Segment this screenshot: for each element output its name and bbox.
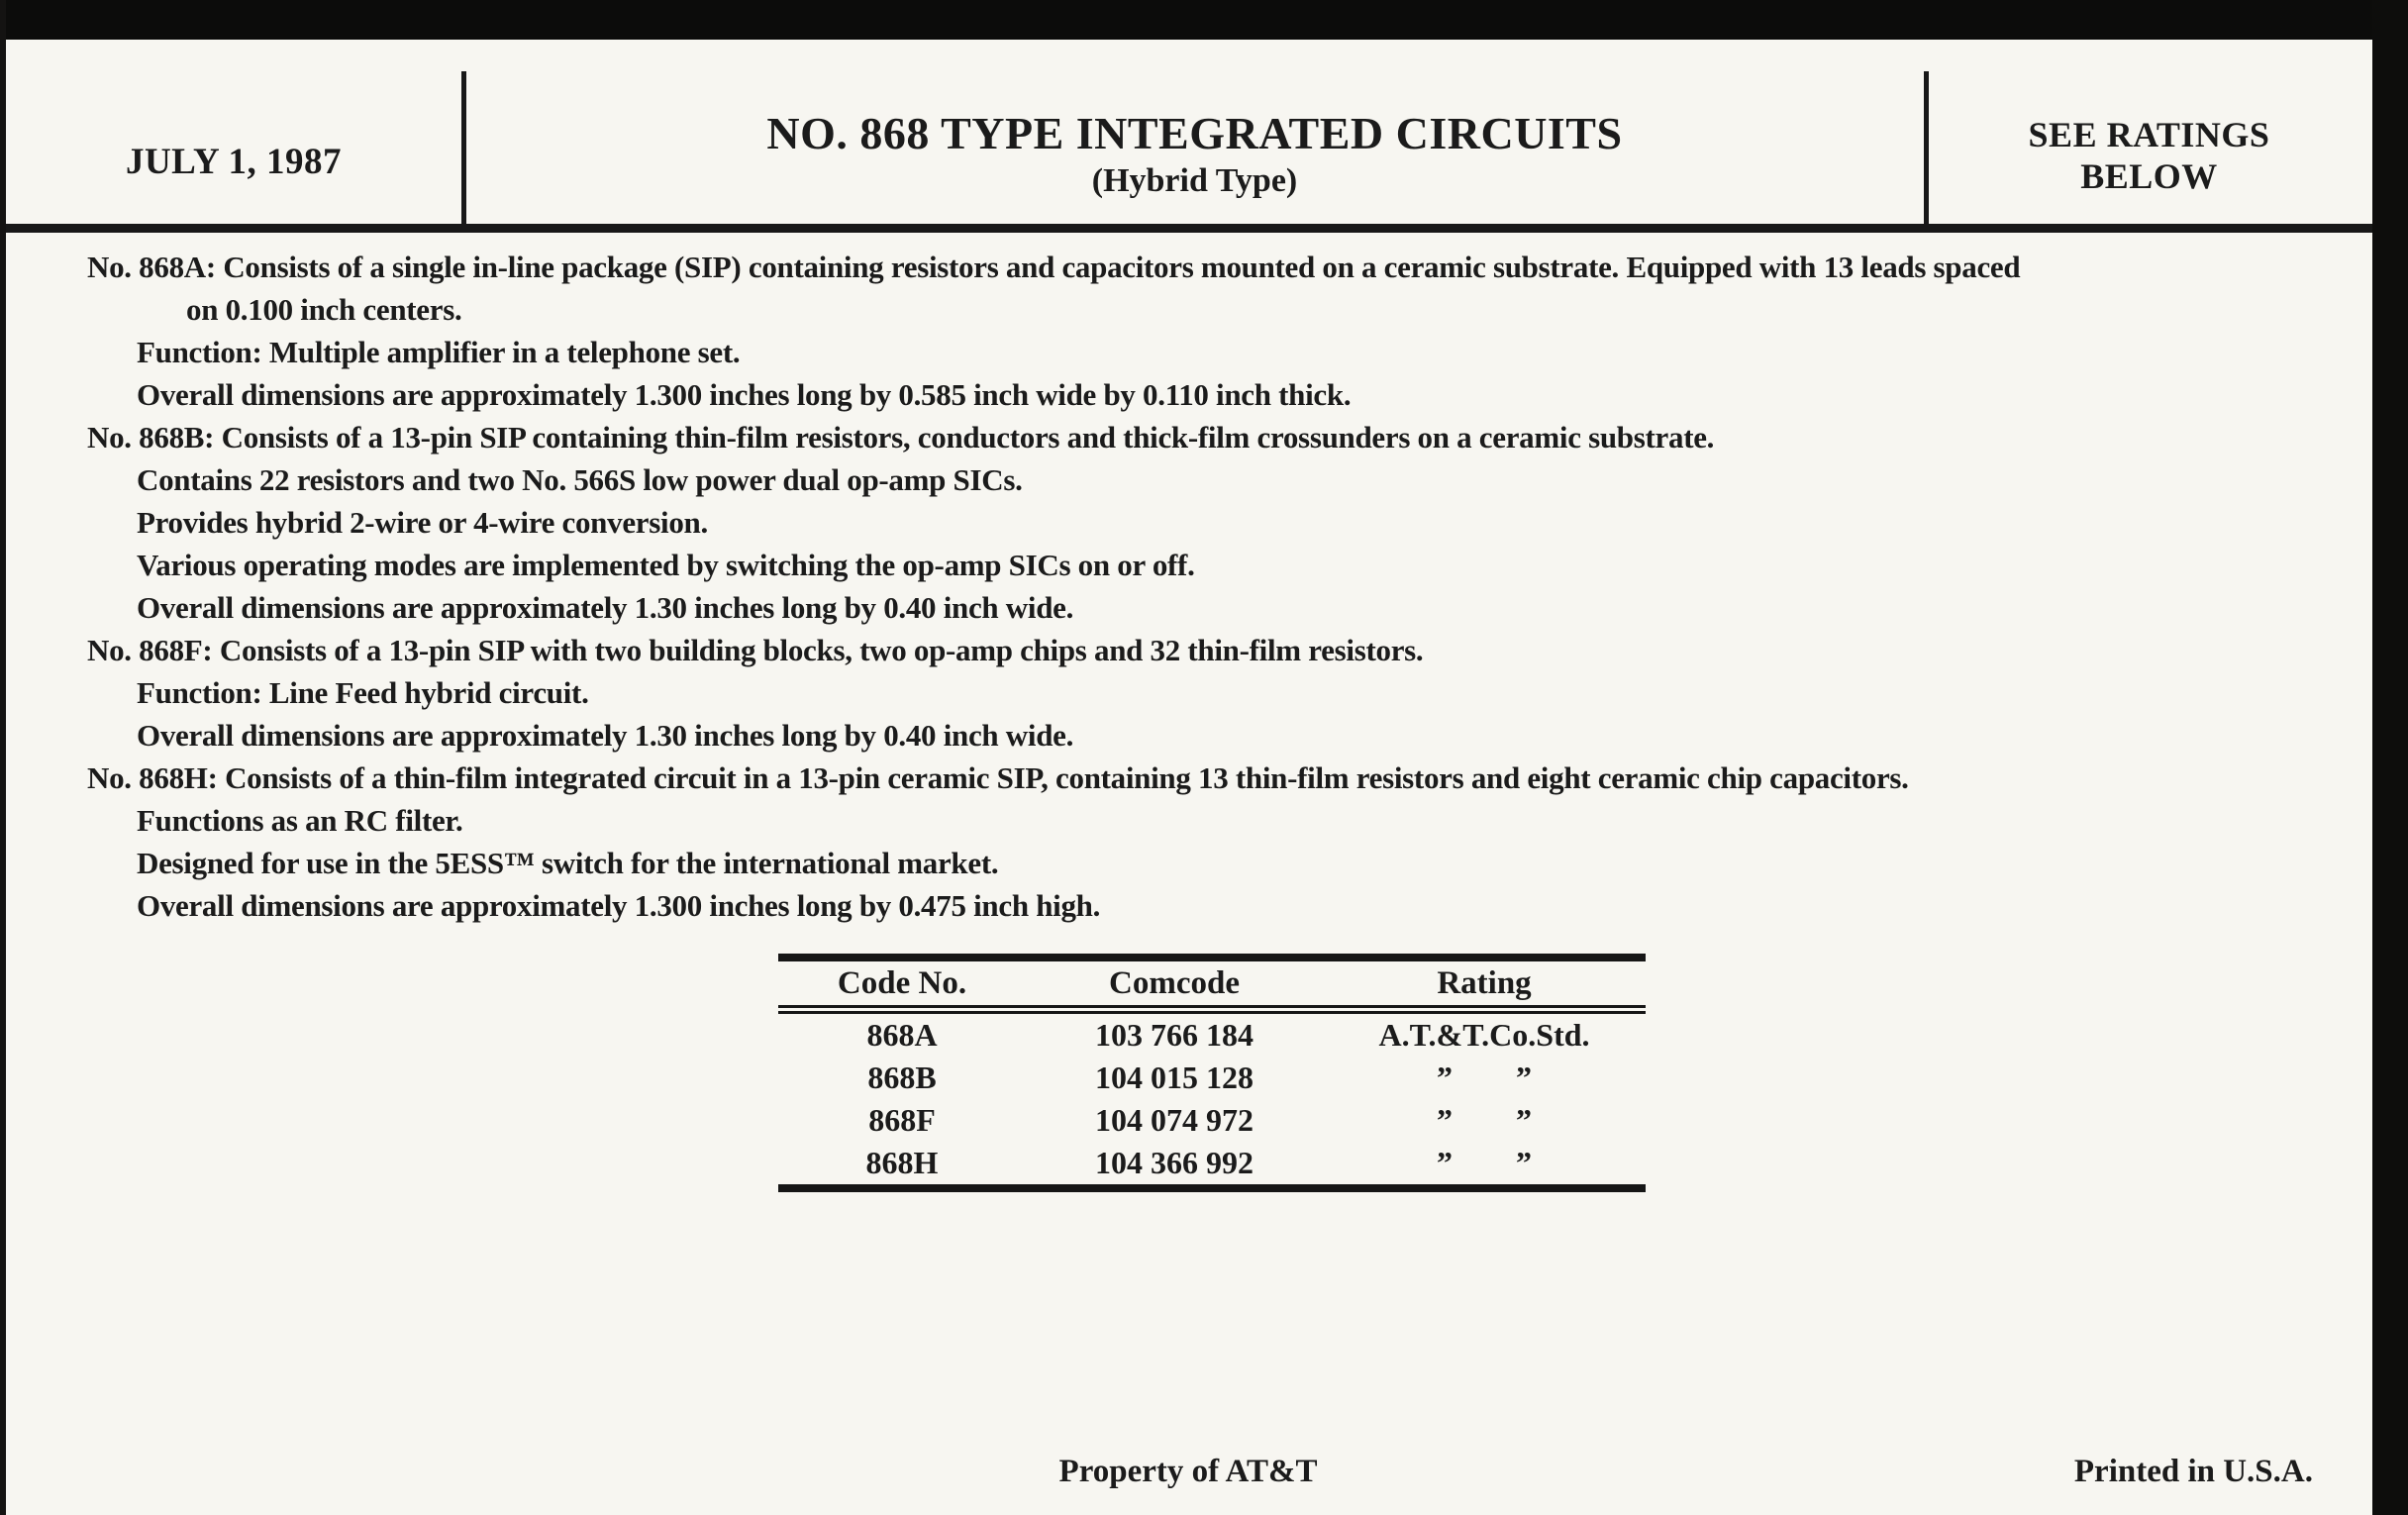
scan-artifact-right-band [2372,0,2408,1515]
spec-line: Overall dimensions are approximately 1.300 inches long by 0.585 inch wide by 0.110 inch thick. [137,377,1352,412]
spec-line: No. 868B: Consists of a 13-pin SIP containing thin-film resistors, conductors and thick-film crossunders on a ceramic substrate. [87,420,1715,454]
cell-code: 868F [868,1102,936,1138]
cell-rating-ditto: ” ” [1437,1102,1532,1138]
property-notice: Property of AT&T [1058,1454,1318,1489]
spec-line: No. 868A: Consists of a single in-line package (SIP) containing resistors and capacitors mounted on a ceramic substrate. Equipped with 13 leads spaced [87,250,2021,284]
spec-line: No. 868H: Consists of a thin-film integrated circuit in a 13-pin ceramic SIP, containing 13 thin-film resistors and eight ceramic chip capacitors. [87,760,1909,795]
spec-line: Function: Line Feed hybrid circuit. [137,675,589,710]
table-header-rating: Rating [1437,964,1532,1001]
scan-artifact-left-band [0,0,6,1515]
table-header-code: Code No. [837,964,967,1001]
cell-comcode: 104 366 992 [1095,1145,1254,1180]
table-header-comcode: Comcode [1109,964,1240,1001]
header-rule [6,224,2372,233]
ratings-note [1926,114,2372,197]
spec-line: Various operating modes are implemented by switching the op-amp SICs on or off. [137,548,1195,582]
cell-code: 868B [867,1060,937,1095]
table-row [778,1142,1646,1184]
header-divider-right [1924,71,1929,230]
cell-code: 868H [865,1145,939,1180]
cell-comcode: 104 015 128 [1095,1060,1254,1095]
spec-line: Overall dimensions are approximately 1.300 inches long by 0.475 inch high. [137,888,1101,923]
cell-code: 868A [866,1017,938,1053]
spec-line: Functions as an RC filter. [137,803,463,838]
scan-artifact-top-band [0,0,2408,40]
header-title-block [463,109,1926,199]
spec-line: Provides hybrid 2-wire or 4-wire conversion. [137,505,708,540]
spec-line: Overall dimensions are approximately 1.30 inches long by 0.40 inch wide. [137,590,1074,625]
ratings-note-line1: SEE RATINGS [2028,115,2270,154]
table-header-row [778,961,1646,1014]
cell-rating-ditto: ” ” [1437,1060,1532,1095]
printed-notice: Printed in U.S.A. [2073,1454,2313,1489]
doc-title: NO. 868 TYPE INTEGRATED CIRCUITS [766,108,1623,158]
spec-line: Contains 22 resistors and two No. 566S low power dual op-amp SICs. [137,462,1023,497]
ratings-table [778,954,1646,1192]
cell-comcode: 104 074 972 [1095,1102,1254,1138]
spec-text-block [0,246,2408,927]
header-divider-left [461,71,466,230]
issue-date: JULY 1, 1987 [125,142,343,182]
spec-line: Function: Multiple amplifier in a telephone set. [137,335,741,369]
ratings-note-line2: BELOW [2080,156,2218,196]
table-row [778,1099,1646,1142]
spec-line: on 0.100 inch centers. [186,292,462,327]
table-row [778,1057,1646,1099]
cell-rating-ditto: ” ” [1437,1145,1532,1180]
spec-line: Designed for use in the 5ESS™ switch for the international market. [137,846,999,880]
cell-rating: A.T.&T.Co.Std. [1378,1017,1590,1053]
cell-comcode: 103 766 184 [1095,1017,1254,1053]
spec-line: Overall dimensions are approximately 1.30 inches long by 0.40 inch wide. [137,718,1074,753]
doc-subtitle: (Hybrid Type) [1091,161,1298,199]
table-row [778,1014,1646,1057]
spec-line: No. 868F: Consists of a 13-pin SIP with two building blocks, two op-amp chips and 32 thin-film resistors. [87,633,1424,667]
